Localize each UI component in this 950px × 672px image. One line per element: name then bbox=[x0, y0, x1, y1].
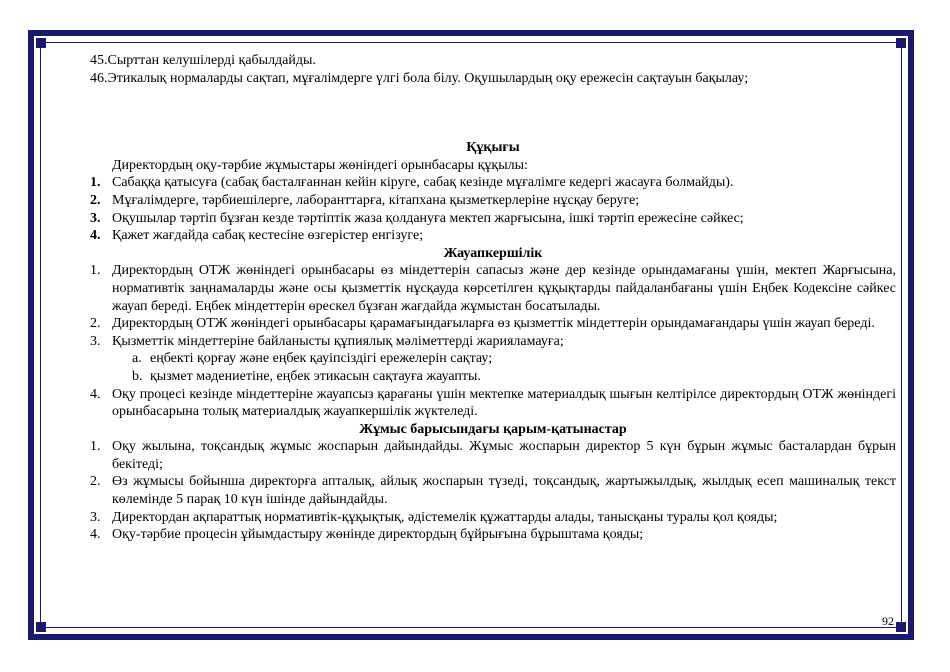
item-number: 46. bbox=[90, 70, 108, 86]
rights-intro: Директордың оқу-тәрбие жұмыстары жөніндегі орынбасары құқылы: bbox=[112, 157, 528, 173]
item-text: Директордың ОТЖ жөніндегі орынбасары өз міндеттерін сапасыз және дер кезінде орындамағаны үшін, мектеп Жарғысына, нормативтік заңнамаларды және осы қызметтік нұсқауда көрсетілген құқықтарды пайдаланбағаны үшін Еңбек Кодексіне сәйкес жауап береді. Еңбек міндеттерін өрескел бұзған жағдайда жұмыстан босатылады. bbox=[112, 263, 896, 314]
list-item bbox=[90, 210, 896, 228]
list-item bbox=[90, 526, 896, 544]
item-text: Оқу-тәрбие процесін ұйымдастыру жөнінде директордың бұйрығына бұрыштама қояды; bbox=[112, 527, 644, 543]
item-number: 3. bbox=[90, 509, 101, 525]
item-text: Оқу процесі кезінде міндеттеріне жауапсыз қарағаны үшін мектепке материалдық шығын келтірілсе директордың ОТЖ жөніндегі орынбасарына толық материалдық жауапкершілік жүктеледі. bbox=[112, 386, 896, 420]
item-text: Өз жұмысы бойынша директорға апталық, айлық жоспарын түзеді, тоқсандық, жартыжылдық, жылдық есеп машиналық текст көлемінде 5 парақ 10 күн ішінде дайындайды. bbox=[112, 474, 896, 508]
item-number: 2. bbox=[90, 192, 101, 208]
item-number: 4. bbox=[90, 527, 101, 543]
list-item bbox=[90, 438, 896, 473]
list-item bbox=[90, 192, 896, 210]
item-number: 2. bbox=[90, 474, 101, 490]
document-body bbox=[90, 52, 896, 544]
border-corner bbox=[36, 622, 46, 632]
list-item bbox=[90, 70, 896, 88]
item-number: a. bbox=[132, 351, 142, 367]
sub-list-item bbox=[90, 368, 896, 386]
item-number: 4. bbox=[90, 386, 101, 402]
list-item bbox=[90, 52, 896, 70]
list-item bbox=[90, 227, 896, 245]
item-number: 1. bbox=[90, 263, 101, 279]
item-text: қызмет мәдениетіне, еңбек этикасын сақтауға жауапты. bbox=[150, 368, 481, 384]
list-item bbox=[90, 174, 896, 192]
border-corner bbox=[896, 38, 906, 48]
item-number: 1. bbox=[90, 175, 101, 191]
item-text: Сабаққа қатысуға (сабақ басталғаннан кейін кіруге, сабақ кезінде мұғалімге кедергі жасауға болмайды). bbox=[112, 175, 734, 191]
list-item bbox=[90, 386, 896, 421]
item-text: Оқушылар тәртіп бұзған кезде тәртіптік жаза қолдануға мектеп жарғысына, ішкі тәртіп ережесіне сәйкес; bbox=[112, 210, 744, 226]
item-number: 4. bbox=[90, 228, 101, 244]
page-number: 92 bbox=[882, 614, 894, 628]
item-number: 2. bbox=[90, 316, 101, 332]
item-text: еңбекті қорғау және еңбек қауіпсіздігі ережелерін сақтау; bbox=[150, 351, 493, 367]
item-text: Қызметтік міндеттеріне байланысты құпиялық мәліметтерді жарияламауға; bbox=[112, 333, 564, 349]
item-text: Оқу жылына, тоқсандық жұмыс жоспарын дайындайды. Жұмыс жоспарын директор 5 күн бұрын жұмыс басталардан бұрын бекітеді; bbox=[112, 439, 896, 472]
item-number: 45. bbox=[90, 53, 108, 68]
section-heading-relations: Жұмыс барысындағы қарым-қатынастар bbox=[359, 421, 627, 437]
item-text: Мұғалімдерге, тәрбиешілерге, лаборанттарға, кітапхана қызметкерлеріне нұсқау беруге; bbox=[112, 192, 640, 208]
item-text: Қажет жағдайда сабақ кестесіне өзгерістер енгізуге; bbox=[112, 228, 424, 244]
list-item bbox=[90, 262, 896, 315]
item-number: b. bbox=[132, 368, 143, 384]
sub-list-item bbox=[90, 350, 896, 368]
list-item bbox=[90, 509, 896, 527]
section-heading-rights: Құқығы bbox=[466, 140, 520, 156]
item-number: 1. bbox=[90, 439, 101, 455]
item-text: Сырттан келушілерді қабылдайды. bbox=[107, 53, 316, 68]
item-number: 3. bbox=[90, 333, 101, 349]
list-item bbox=[90, 315, 896, 333]
item-text: Этикалық нормаларды сақтап, мұғалімдерге үлгі бола білу. Оқушылардың оқу ережесін сақтауын бақылау; bbox=[107, 70, 749, 86]
list-item bbox=[90, 333, 896, 351]
item-text: Директордан ақпараттық нормативтік-құқықтық, әдістемелік құжаттарды алады, танысқаны туралы қол қояды; bbox=[112, 509, 778, 525]
section-heading-responsibility: Жауапкершілік bbox=[443, 245, 543, 261]
item-number: 3. bbox=[90, 210, 101, 226]
border-corner bbox=[896, 622, 906, 632]
item-text: Директордың ОТЖ жөніндегі орынбасары қарамағындағыларға өз қызметтік міндеттерін орындамағандары үшін жауап береді. bbox=[112, 316, 875, 332]
border-corner bbox=[36, 38, 46, 48]
list-item bbox=[90, 473, 896, 508]
spacer bbox=[90, 87, 896, 139]
